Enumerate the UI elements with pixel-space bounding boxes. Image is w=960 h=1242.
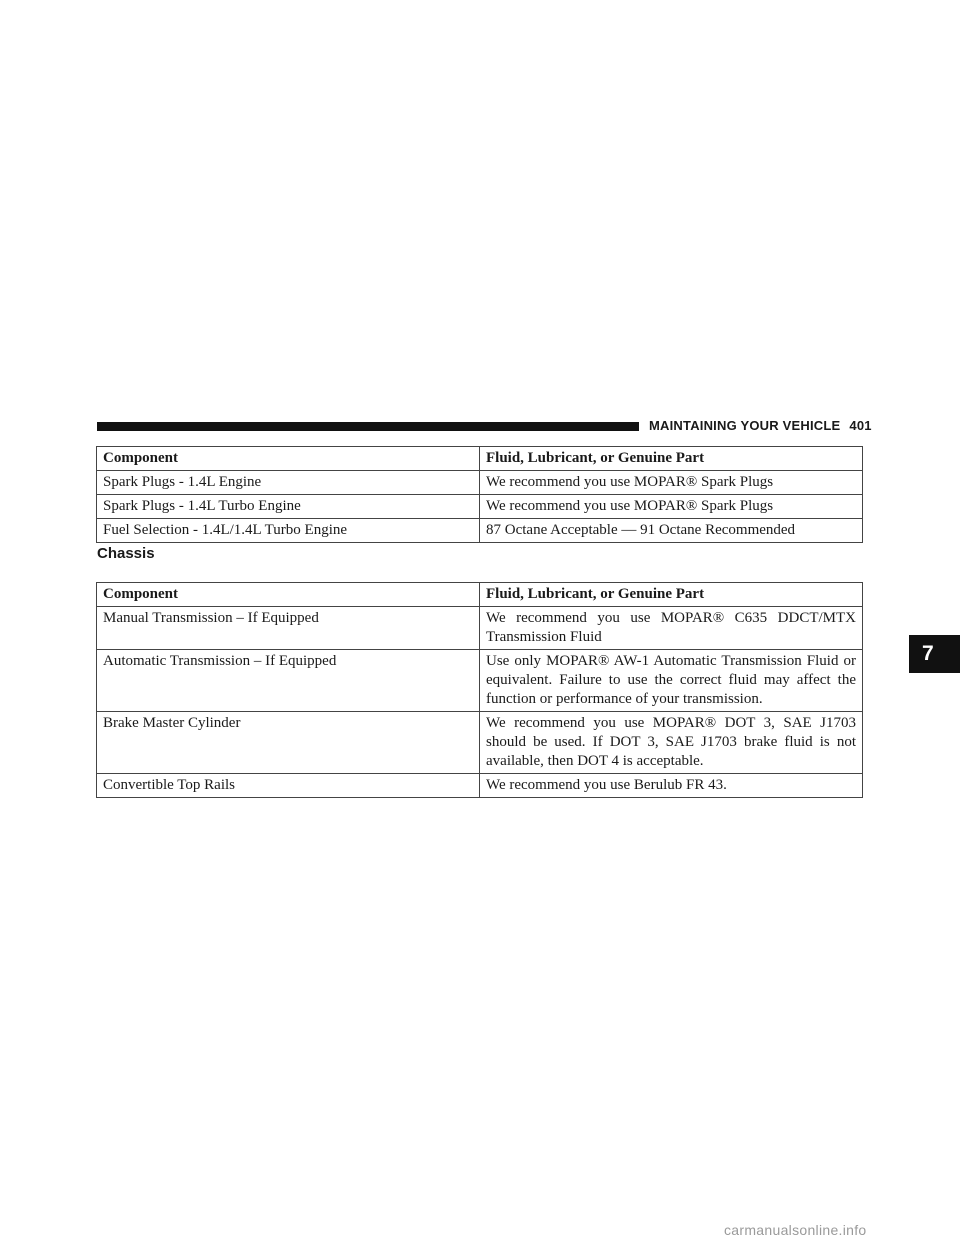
chassis-fluids-table bbox=[96, 582, 863, 798]
section-title-chassis: Chassis bbox=[97, 545, 155, 562]
column-header-fluid: Fluid, Lubricant, or Genuine Part bbox=[480, 447, 863, 471]
fluid-cell: We recommend you use Berulub FR 43. bbox=[480, 774, 863, 798]
fluid-cell: We recommend you use MOPAR® Spark Plugs bbox=[480, 495, 863, 519]
fluid-cell: We recommend you use MOPAR® Spark Plugs bbox=[480, 471, 863, 495]
running-header bbox=[649, 418, 872, 434]
column-header-component: Component bbox=[97, 583, 480, 607]
table-row bbox=[97, 495, 863, 519]
table-row bbox=[97, 471, 863, 495]
table-row bbox=[97, 607, 863, 650]
table-header-row bbox=[97, 447, 863, 471]
fluid-cell: Use only MOPAR® AW-1 Automatic Transmission Fluid or equivalent. Failure to use the correct fluid may affect the function or performance of your transmission. bbox=[480, 650, 863, 712]
table-header-row bbox=[97, 583, 863, 607]
fluid-cell: 87 Octane Acceptable — 91 Octane Recommended bbox=[480, 519, 863, 543]
fluid-cell: We recommend you use MOPAR® C635 DDCT/MTX Transmission Fluid bbox=[480, 607, 863, 650]
table-row bbox=[97, 774, 863, 798]
component-cell: Manual Transmission – If Equipped bbox=[97, 607, 480, 650]
component-cell: Automatic Transmission – If Equipped bbox=[97, 650, 480, 712]
fluid-cell: We recommend you use MOPAR® DOT 3, SAE J1703 should be used. If DOT 3, SAE J1703 brake fluid is not available, then DOT 4 is acceptable. bbox=[480, 712, 863, 774]
component-cell: Fuel Selection - 1.4L/1.4L Turbo Engine bbox=[97, 519, 480, 543]
column-header-component: Component bbox=[97, 447, 480, 471]
chapter-tab: 7 bbox=[909, 635, 960, 673]
table-row bbox=[97, 712, 863, 774]
page-number: 401 bbox=[849, 418, 872, 433]
table-row bbox=[97, 650, 863, 712]
running-header-section: MAINTAINING YOUR VEHICLE bbox=[649, 418, 841, 433]
table-row bbox=[97, 519, 863, 543]
watermark: carmanualsonline.info bbox=[724, 1222, 867, 1238]
component-cell: Convertible Top Rails bbox=[97, 774, 480, 798]
component-cell: Brake Master Cylinder bbox=[97, 712, 480, 774]
header-rule bbox=[97, 422, 639, 431]
engine-fluids-table bbox=[96, 446, 863, 543]
component-cell: Spark Plugs - 1.4L Turbo Engine bbox=[97, 495, 480, 519]
component-cell: Spark Plugs - 1.4L Engine bbox=[97, 471, 480, 495]
column-header-fluid: Fluid, Lubricant, or Genuine Part bbox=[480, 583, 863, 607]
